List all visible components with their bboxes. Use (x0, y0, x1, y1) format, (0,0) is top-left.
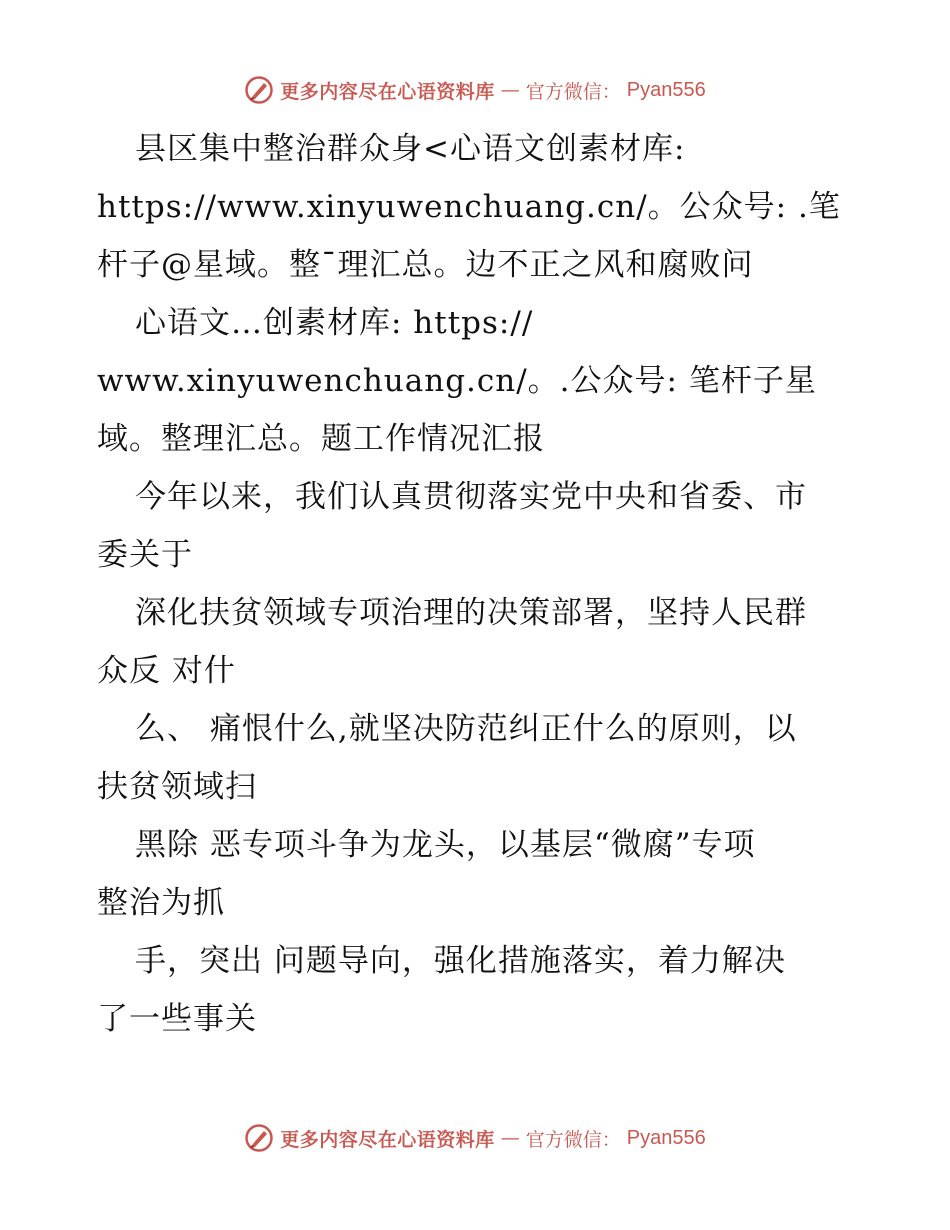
text-line: 心语文…创素材库: https:// (135, 305, 534, 341)
watermark-wechat-label: 官方微信： (525, 80, 621, 103)
text-line: 域。整理汇总。题工作情况汇报 (97, 421, 545, 457)
watermark-site-text: 更多内容尽在心语资料库 (280, 80, 495, 103)
pen-logo-icon (244, 75, 274, 105)
document-body (97, 120, 857, 1048)
watermark-wechat-id: Pyan556 (626, 1126, 706, 1149)
header-watermark (0, 70, 950, 110)
text-line: 扶贫领域扫 (97, 769, 257, 805)
watermark-site-text: 更多内容尽在心语资料库 (280, 1128, 495, 1151)
text-line: 县区集中整治群众身<心语文创素材库: (135, 131, 686, 167)
watermark-dash: — (500, 79, 520, 101)
watermark-wechat-id: Pyan556 (626, 78, 706, 101)
watermark-dash: — (500, 1127, 520, 1149)
text-line: 今年以来，我们认真贯彻落实党中央和省委、市 (135, 479, 807, 515)
footer-watermark (0, 1118, 950, 1158)
text-line: 么、 痛恨什么,就坚决防范纠正什么的原则，以 (135, 711, 797, 747)
text-line: 手，突出 问题导向，强化措施落实，着力解决 (135, 943, 786, 979)
text-line: 深化扶贫领域专项治理的决策部署，坚持人民群 (135, 595, 807, 631)
text-line: www.xinyuwenchuang.cn/。.公众号: 笔杆子星 (97, 363, 817, 399)
text-line: 众反 对什 (97, 653, 236, 689)
text-line: 杆子@星域。整¯理汇总。边不正之风和腐败问 (97, 247, 754, 283)
watermark-wechat-label: 官方微信： (525, 1128, 621, 1151)
text-line: https://www.xinyuwenchuang.cn/。公众号: .笔 (97, 189, 841, 225)
text-line: 了一些事关 (97, 1001, 257, 1037)
pen-logo-icon (244, 1123, 274, 1153)
text-line: 黑除 恶专项斗争为龙头，以基层“微腐”专项 (135, 827, 756, 863)
text-line: 整治为抓 (97, 885, 225, 921)
text-line: 委关于 (97, 537, 193, 573)
